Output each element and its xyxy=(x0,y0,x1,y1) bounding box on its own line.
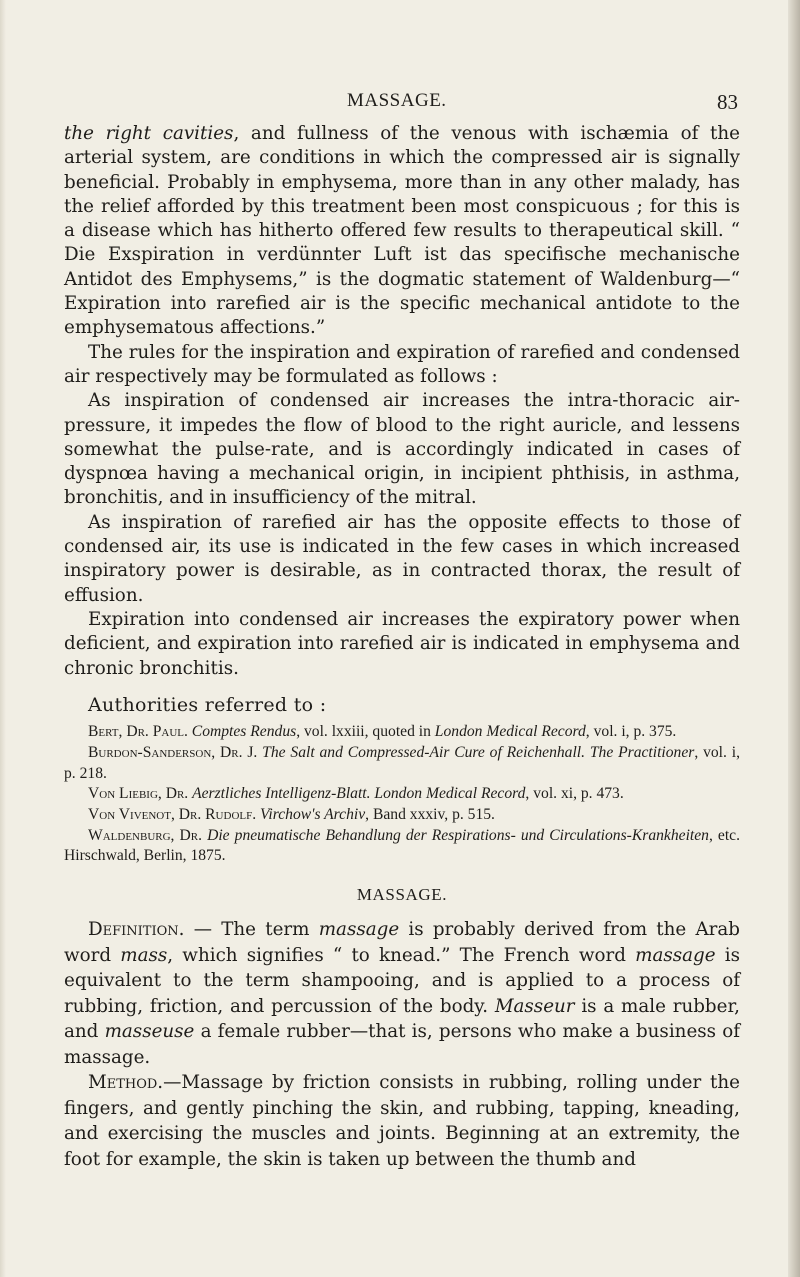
page-number: 83 xyxy=(717,90,738,114)
page-left-edge xyxy=(0,0,6,1277)
text-run: , etc. Hirschwald, Berlin, 1875. xyxy=(64,826,741,865)
text-run: is a male rubber, and xyxy=(64,995,740,1043)
running-head: MASSAGE. xyxy=(347,90,447,111)
italic-title: Virchow's Archiv xyxy=(260,805,366,823)
text-run: , vol. i, p. 375. xyxy=(585,723,677,741)
reference-author: Von Liebig, Dr. xyxy=(88,785,193,803)
massage-section-body xyxy=(64,917,740,1172)
reference-entry xyxy=(64,743,740,784)
body-text xyxy=(64,122,740,1172)
reference-author: Burdon-Sanderson, Dr. J. xyxy=(88,743,263,761)
paragraph xyxy=(64,122,740,341)
text-run: , vol. xi, p. 473. xyxy=(525,785,624,803)
italic-title: massage xyxy=(318,919,400,941)
text-run: — The term xyxy=(184,919,319,941)
text-run: a female rubber—that is, persons who make a business of massage. xyxy=(64,1021,740,1068)
reference-author: Waldenburg, Dr. xyxy=(88,826,208,844)
italic-title: massage xyxy=(635,944,716,966)
text-run: , Band xxxiv, p. 515. xyxy=(365,805,495,823)
authorities-heading: Authorities referred to : xyxy=(88,693,327,716)
italic-title: Die pneumatische Behandlung der Respirations- und Circulations-Krankheiten xyxy=(207,826,709,844)
italic-title: Comptes Rendus xyxy=(191,723,297,741)
italic-phrase: the right cavities xyxy=(64,123,234,144)
italic-title: masseuse xyxy=(104,1021,195,1043)
paragraph-text: , and fullness of the venous with ischæmia of the arterial system, are conditions in which the compressed air is signally beneficial. Probably in emphysema, more than in any other malady, has the relief afforded by this treatment been most conspicuous ; for this is a disease which has hitherto offered few results to therapeutical skill. “ Die Exspiration in verdünnter Luft ist das specifische mechanische Antidot des Emphysems,” is the dogmatic statement of Waldenburg—“ Expiration into rarefied air is the specific mechanical antidote to the emphysematous affections.” xyxy=(64,123,741,339)
paragraph: As inspiration of condensed air increases the intra-thoracic air-pressure, it impedes the flow of blood to the right auricle, and lessens somewhat the pulse-rate, and is accordingly indicated in cases of dyspnœa having a mechanical origin, in incipient phthisis, in asthma, bronchitis, and in insufficiency of the mitral. xyxy=(64,390,740,509)
reference-entry xyxy=(64,826,740,867)
page-binding-edge xyxy=(788,0,800,1277)
page-header xyxy=(0,90,800,120)
italic-title: Masseur xyxy=(494,995,575,1017)
reference-entry xyxy=(64,722,740,743)
italic-title: The Salt and Compressed-Air Cure of Reichenhall. The Practitioner xyxy=(262,743,695,761)
method-text: —Massage by friction consists in rubbing, rolling under the fingers, and gently pinching the skin, and rubbing, tapping, kneading, and exercising the muscles and joints. Beginning at an extremity, the foot for example, the skin is taken up between the thumb and xyxy=(64,1072,740,1170)
text-run: , vol. lxxiii, quoted in xyxy=(296,723,435,741)
text-run: is equivalent to the term shampooing, and is applied to a process of rubbing, friction, and percussion of the body. xyxy=(64,944,740,1017)
italic-title: mass xyxy=(120,944,168,966)
italic-title: Aerztliches Intelligenz-Blatt. London Medical Record xyxy=(192,785,526,803)
section-title: MASSAGE. xyxy=(356,885,448,905)
definition-label: Definition. xyxy=(88,919,185,941)
reference-entry xyxy=(64,805,740,826)
paragraph: The rules for the inspiration and expiration of rarefied and condensed air respectively may be formulated as follows : xyxy=(64,341,740,387)
definition-paragraph xyxy=(64,917,740,1070)
references-list xyxy=(64,722,740,867)
method-label: Method. xyxy=(88,1072,164,1094)
paragraph: As inspiration of rarefied air has the opposite effects to those of condensed air, its use is indicated in the few cases in which increased inspiratory power is desirable, as in contracted thorax, the result of effusion. xyxy=(64,511,740,606)
method-paragraph xyxy=(64,1070,740,1172)
paragraph: Expiration into condensed air increases the expiratory power when deficient, and expiration into rarefied air is indicated in emphysema and chronic bronchitis. xyxy=(64,608,740,679)
italic-title: London Medical Record xyxy=(434,723,586,741)
text-run: is probably derived from the Arab word xyxy=(64,919,740,966)
reference-author: Bert, Dr. Paul. xyxy=(88,723,192,741)
reference-author: Von Vivenot, Dr. Rudolf. xyxy=(88,805,261,823)
text-run: , vol. i, p. 218. xyxy=(64,743,740,782)
reference-entry xyxy=(64,784,740,805)
text-run: , which signifies “ to knead.” The French word xyxy=(167,944,636,966)
